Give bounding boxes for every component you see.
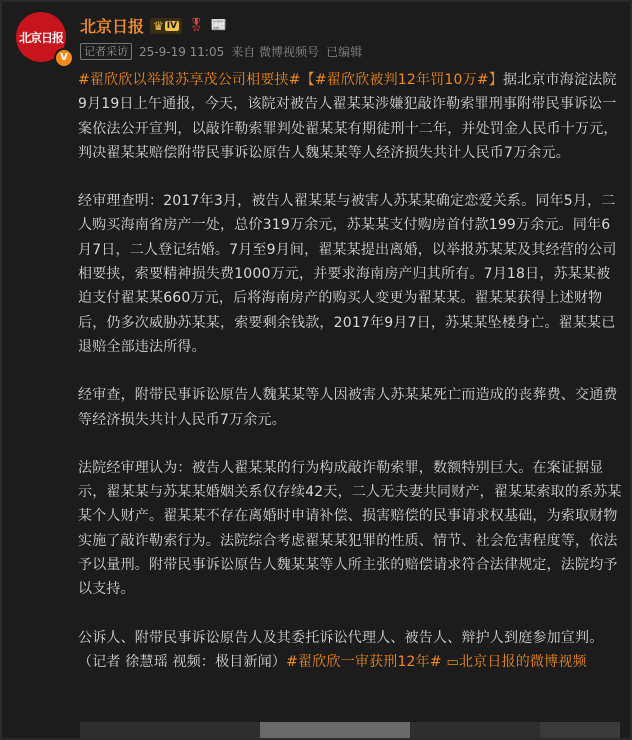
hashtag-link[interactable]: #翟欣欣一审获刑12年# (286, 653, 442, 670)
thumbnail-frame (260, 722, 410, 738)
vip-badge-icon[interactable] (150, 18, 182, 34)
edited-label[interactable]: 已编辑 (326, 45, 363, 59)
thumbnail-edge (540, 722, 620, 738)
video-thumbnail[interactable] (80, 722, 620, 738)
source-tag: 记者采访 (80, 43, 132, 60)
post-header (16, 12, 616, 66)
post-source[interactable]: 来自 微博视频号 (231, 45, 320, 59)
hashtag-link[interactable]: #翟欣欣以举报苏享茂公司相要挟# (78, 72, 301, 88)
author-row (80, 14, 227, 37)
author-name[interactable]: 北京日报 (80, 17, 145, 36)
paragraph-3: 经审查，附带民事诉讼原告人魏某某等人因被害人苏某某死亡而造成的丧葬费、交通费等经济损失共计人民币7万余元。 (78, 387, 618, 428)
paragraph-5 (78, 626, 622, 676)
paragraph-4: 法院经审理认为：被告人翟某某的行为构成敲诈勒索罪，数额特别巨大。在案证据显示，翟某某与苏某某婚姻关系仅存续42天，二人无夫妻共同财产，翟某某索取的系苏某某个人财产。翟某某不存在离婚时申请补偿、损害赔偿的民事请求权基础，为索取财物实施了敲诈勒索行为。法院综合考虑翟某某犯罪的性质、情节、社会危害程度等，依法予以量刑。附带民事诉讼原告人魏某某等人所主张的赔偿请求符合法律规定，法院均予以支持。 (78, 459, 622, 598)
vip-level: IV (166, 20, 178, 31)
post-content (78, 68, 622, 699)
hashtag-link[interactable]: 【#翟欣欣被判12年罚10万#】 (300, 72, 503, 88)
paragraph-2: 经审理查明：2017年3月，被告人翟某某与被害人苏某某确定恋爱关系。同年5月，二人购买海南省房产一处，总价319万余元，苏某某支付购房首付款199万余元。同年6月7日，二人登记结婚。7月至9月间，翟某某提出离婚，以举报苏某某及其经营的公司相要挟，索要精神损失费1000万元，并要求海南房产归其所有。7月18日，苏某某被迫支付翟某某660万元，后将海南房产的购买人变更为翟某某。翟某某获得上述财物后，仍多次威胁苏某某，索要剩余钱款，2017年9月7日，苏某某坠楼身亡。翟某某已退赔全部违法所得。 (78, 193, 617, 355)
lead-text: 据北京市海淀法院9月19日上午通报，今天，该院对被告人翟某某涉嫌犯敲诈勒索罪刑事附带民事诉讼一案依法公开宣判，以敲诈勒索罪判处翟某某有期徒刑十二年，并处罚金人民币十万元，判决翟某某赔偿附带民事诉讼原告人魏某某等人经济损失共计人民币7万余元。 (78, 72, 618, 161)
post-datetime[interactable]: 25-9-19 11:05 (139, 44, 225, 59)
medal-icon[interactable]: 🎖 (188, 18, 205, 33)
closing-text: 公诉人、附带民事诉讼原告人及其委托诉讼代理人、被告人、辩护人到庭参加宣判。（记者 徐慧瑶 视频：极目新闻） (78, 629, 604, 670)
news-icon[interactable]: 📰 (210, 18, 227, 33)
avatar-logo: 北京日报 (18, 30, 63, 45)
verified-icon: V (54, 48, 74, 68)
crown-icon: ♛ (153, 18, 164, 33)
video-link[interactable]: 北京日报的微博视频 (458, 653, 587, 670)
lead-paragraph (78, 68, 622, 165)
post-meta (80, 43, 362, 60)
video-icon: ▭ (446, 654, 459, 670)
